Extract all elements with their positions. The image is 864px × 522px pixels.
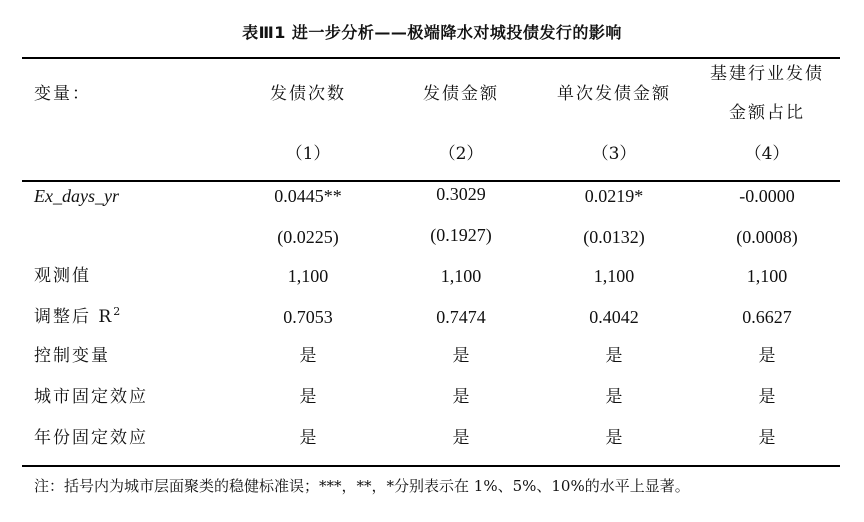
se-col2: (0.1927) bbox=[430, 225, 492, 245]
table-note: 注：括号内为城市层面聚类的稳健标准误；***，**，*分别表示在 1%、5%、10%的水平上显著。 bbox=[34, 477, 690, 495]
row-label-year-fe: 年份固定效应 bbox=[34, 428, 148, 448]
r2-col3: 0.4042 bbox=[589, 307, 639, 327]
controls-col2: 是 bbox=[452, 346, 470, 366]
controls-col3: 是 bbox=[605, 346, 623, 366]
col-number-1: （1） bbox=[285, 144, 331, 164]
obs-col3: 1,100 bbox=[593, 266, 635, 286]
header-col4-line2: 金额占比 bbox=[729, 103, 805, 123]
year-fe-col1: 是 bbox=[299, 428, 317, 448]
row-label-controls: 控制变量 bbox=[34, 346, 110, 366]
row-label-obs: 观测值 bbox=[34, 266, 91, 286]
top-rule bbox=[22, 57, 840, 59]
coef-col2: 0.3029 bbox=[436, 184, 486, 204]
r2-label-text: 调整后 R bbox=[34, 307, 114, 327]
city-fe-col3: 是 bbox=[605, 387, 623, 407]
col-number-3: （3） bbox=[591, 144, 637, 164]
obs-col1: 1,100 bbox=[287, 266, 329, 286]
se-col4: (0.0008) bbox=[736, 227, 798, 247]
city-fe-col4: 是 bbox=[758, 387, 776, 407]
se-col3: (0.0132) bbox=[583, 227, 645, 247]
coef-col3: 0.0219* bbox=[584, 186, 644, 206]
table-title: 表Ⅲ1 进一步分析——极端降水对城投债发行的影响 bbox=[242, 23, 622, 42]
r2-col1: 0.7053 bbox=[283, 307, 333, 327]
year-fe-col2: 是 bbox=[452, 428, 470, 448]
r2-col2: 0.7474 bbox=[436, 307, 486, 327]
row-label-r2 bbox=[34, 307, 122, 327]
bottom-rule bbox=[22, 465, 840, 467]
row-label-ex-days: Ex_days_yr bbox=[34, 186, 119, 206]
row-label-city-fe: 城市固定效应 bbox=[34, 387, 148, 407]
city-fe-col1: 是 bbox=[299, 387, 317, 407]
controls-col1: 是 bbox=[299, 346, 317, 366]
r2-superscript: 2 bbox=[113, 305, 123, 318]
obs-col4: 1,100 bbox=[746, 266, 788, 286]
col-number-2: （2） bbox=[438, 144, 484, 164]
coef-col4: -0.0000 bbox=[739, 186, 795, 206]
year-fe-col4: 是 bbox=[758, 428, 776, 448]
r2-col4: 0.6627 bbox=[742, 307, 792, 327]
coef-col1: 0.0445** bbox=[274, 186, 342, 206]
year-fe-col3: 是 bbox=[605, 428, 623, 448]
obs-col2: 1,100 bbox=[440, 266, 482, 286]
header-col3: 单次发债金额 bbox=[557, 84, 671, 104]
header-col4-line1: 基建行业发债 bbox=[710, 64, 824, 84]
city-fe-col2: 是 bbox=[452, 387, 470, 407]
controls-col4: 是 bbox=[758, 346, 776, 366]
header-col1: 发债次数 bbox=[270, 84, 346, 104]
header-col2: 发债金额 bbox=[423, 84, 499, 104]
header-variable: 变量： bbox=[34, 84, 91, 104]
se-col1: (0.0225) bbox=[277, 227, 339, 247]
header-rule bbox=[22, 180, 840, 182]
col-number-4: （4） bbox=[744, 144, 790, 164]
